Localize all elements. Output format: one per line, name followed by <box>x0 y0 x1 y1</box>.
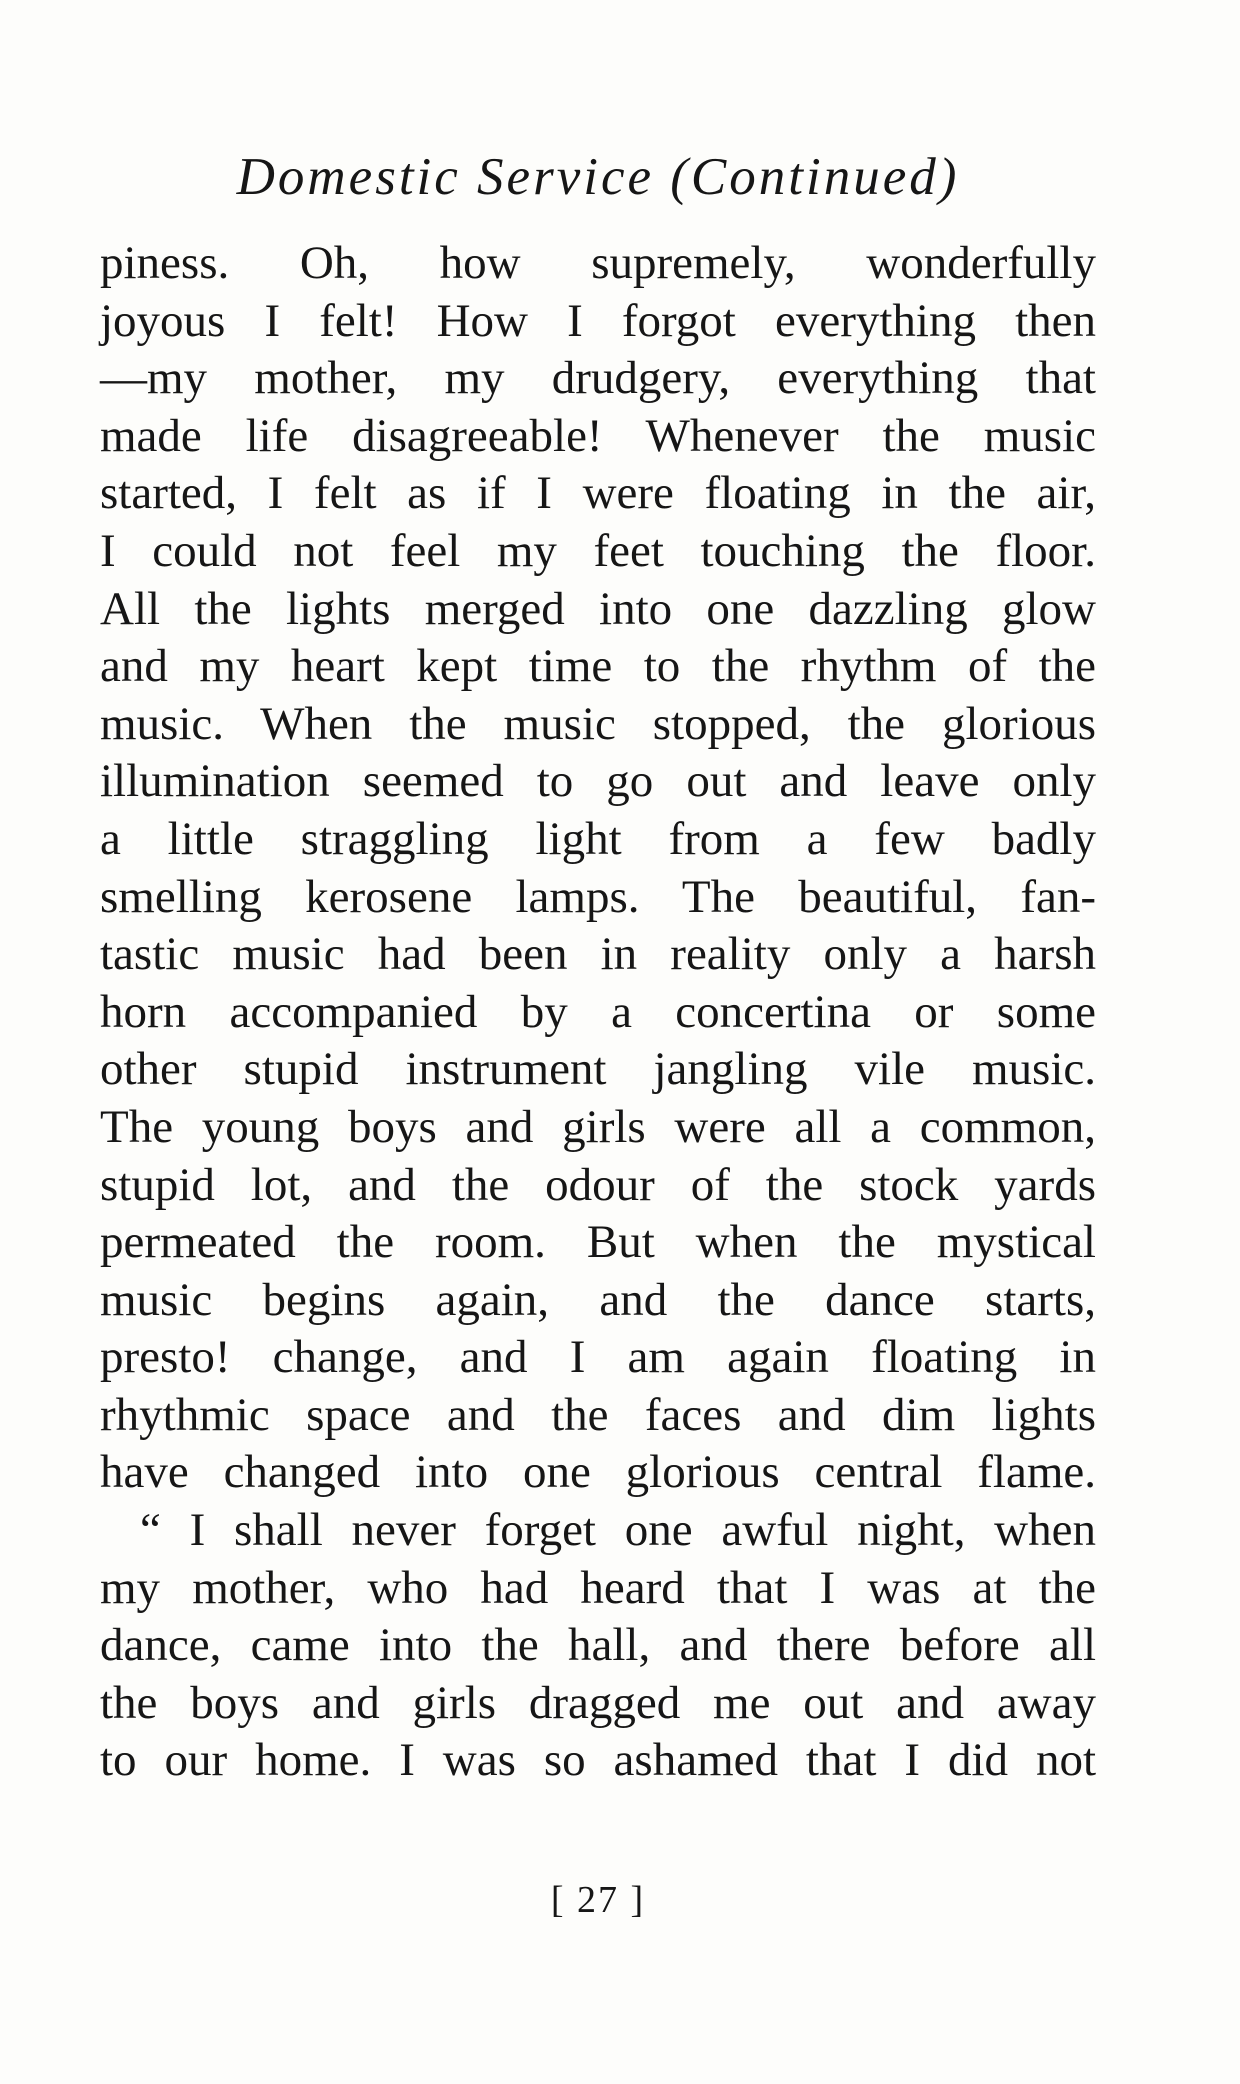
text-line: tastic music had been in reality only a harsh <box>100 928 1096 981</box>
page-number: [ 27 ] <box>550 1879 646 1921</box>
text-line: smelling kerosene lamps. The beautiful, fan- <box>100 870 1096 923</box>
text-line: to our home. I was so ashamed that I did not <box>100 1734 1096 1787</box>
text-line: joyous I felt! How I forgot everything then <box>100 294 1096 347</box>
text-line: other stupid instrument jangling vile music. <box>100 1043 1096 1096</box>
text-line: stupid lot, and the odour of the stock yards <box>100 1158 1096 1211</box>
text-line: permeated the room. But when the mystical <box>100 1216 1096 1269</box>
text-line: music begins again, and the dance starts, <box>100 1273 1096 1326</box>
text-line: the boys and girls dragged me out and away <box>100 1676 1096 1729</box>
text-line: All the lights merged into one dazzling glow <box>100 582 1096 635</box>
text-line: horn accompanied by a concertina or some <box>100 985 1096 1038</box>
text-line: rhythmic space and the faces and dim lights <box>100 1388 1096 1441</box>
text-line: and my heart kept time to the rhythm of the <box>100 640 1096 693</box>
text-line: made life disagreeable! Whenever the music <box>100 409 1096 462</box>
text-line: have changed into one glorious central flame. <box>100 1446 1096 1499</box>
text-line: I could not feel my feet touching the floor. <box>100 524 1096 577</box>
body-text <box>100 235 1096 1790</box>
text-line: started, I felt as if I were floating in the air, <box>100 467 1096 520</box>
text-line: presto! change, and I am again floating in <box>100 1331 1096 1384</box>
paragraph-first-line: “ I shall never forget one awful night, when <box>140 1504 1096 1557</box>
text-line: a little straggling light from a few badly <box>100 812 1096 865</box>
text-line: piness. Oh, how supremely, wonderfully <box>100 237 1096 289</box>
text-line: dance, came into the hall, and there before all <box>100 1619 1096 1672</box>
running-head: Domestic Service (Continued) <box>236 148 960 206</box>
text-line: my mother, who had heard that I was at the <box>100 1561 1096 1614</box>
text-line: illumination seemed to go out and leave only <box>100 755 1096 808</box>
text-line: —my mother, my drudgery, everything that <box>100 352 1096 405</box>
text-line: The young boys and girls were all a common, <box>100 1100 1096 1153</box>
text-line: music. When the music stopped, the glorious <box>100 697 1096 750</box>
